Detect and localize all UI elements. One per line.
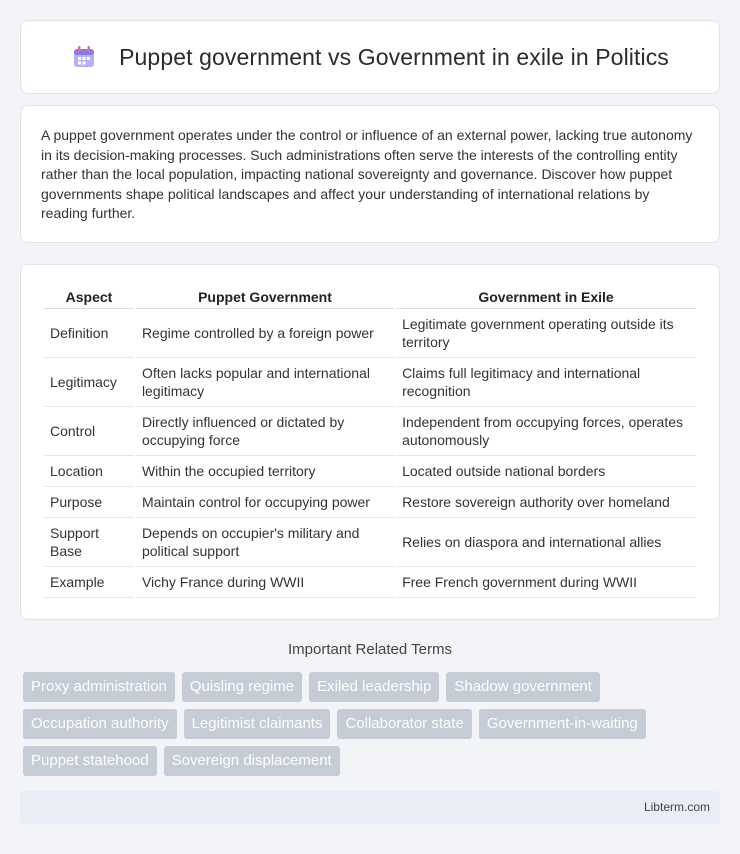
comparison-table — [42, 283, 698, 598]
row-puppet: Often lacks popular and international legitimacy — [136, 358, 394, 407]
tag-puppet-statehood[interactable]: Puppet statehood — [23, 746, 157, 776]
row-puppet: Vichy France during WWII — [136, 567, 394, 598]
row-puppet: Maintain control for occupying power — [136, 487, 394, 518]
table-row — [44, 358, 696, 407]
header-government-in-exile: Government in Exile — [396, 283, 696, 309]
tag-legitimist-claimants[interactable]: Legitimist claimants — [184, 709, 331, 739]
tag-proxy-administration[interactable]: Proxy administration — [23, 672, 175, 702]
row-exile: Legitimate government operating outside its territory — [396, 309, 696, 358]
table-row — [44, 567, 696, 598]
row-aspect: Location — [44, 456, 134, 487]
comparison-table-card — [20, 264, 720, 620]
tag-quisling-regime[interactable]: Quisling regime — [182, 672, 302, 702]
related-terms-list — [23, 672, 723, 783]
row-aspect: Support Base — [44, 518, 134, 567]
tag-occupation-authority[interactable]: Occupation authority — [23, 709, 177, 739]
table-row — [44, 487, 696, 518]
tag-collaborator-state[interactable]: Collaborator state — [337, 709, 471, 739]
tag-sovereign-displacement[interactable]: Sovereign displacement — [164, 746, 340, 776]
intro-card — [20, 105, 720, 243]
footer-site-link[interactable]: Libterm.com — [643, 800, 710, 814]
row-exile: Located outside national borders — [396, 456, 696, 487]
row-aspect: Example — [44, 567, 134, 598]
tag-shadow-government[interactable]: Shadow government — [446, 672, 600, 702]
table-header-row — [44, 283, 696, 309]
header-aspect: Aspect — [44, 283, 134, 309]
intro-text: A puppet government operates under the control or influence of an external power, lacking true autonomy in its decision-making processes. Such administrations often serve the interests of the controlling entity rather than the local population, impacting national sovereignty and governance. Discover how puppet governments shape political landscapes and affect your understanding of international relations by reading further. — [41, 127, 693, 221]
row-puppet: Directly influenced or dictated by occupying force — [136, 407, 394, 456]
title-card — [20, 20, 720, 94]
related-terms-title: Important Related Terms — [288, 641, 452, 658]
row-puppet: Depends on occupier's military and political support — [136, 518, 394, 567]
row-puppet: Regime controlled by a foreign power — [136, 309, 394, 358]
calendar-icon — [71, 44, 97, 70]
row-exile: Relies on diaspora and international allies — [396, 518, 696, 567]
row-exile: Claims full legitimacy and international recognition — [396, 358, 696, 407]
row-exile: Free French government during WWII — [396, 567, 696, 598]
table-row — [44, 407, 696, 456]
row-exile: Restore sovereign authority over homeland — [396, 487, 696, 518]
row-aspect: Control — [44, 407, 134, 456]
tag-exiled-leadership[interactable]: Exiled leadership — [309, 672, 439, 702]
table-row — [44, 518, 696, 567]
row-puppet: Within the occupied territory — [136, 456, 394, 487]
row-exile: Independent from occupying forces, operates autonomously — [396, 407, 696, 456]
tag-government-in-waiting[interactable]: Government-in-waiting — [479, 709, 646, 739]
row-aspect: Definition — [44, 309, 134, 358]
row-aspect: Legitimacy — [44, 358, 134, 407]
footer — [20, 791, 720, 824]
table-row — [44, 456, 696, 487]
page-title: Puppet government vs Government in exile in Politics — [119, 43, 669, 70]
table-row — [44, 309, 696, 358]
row-aspect: Purpose — [44, 487, 134, 518]
header-puppet-government: Puppet Government — [136, 283, 394, 309]
